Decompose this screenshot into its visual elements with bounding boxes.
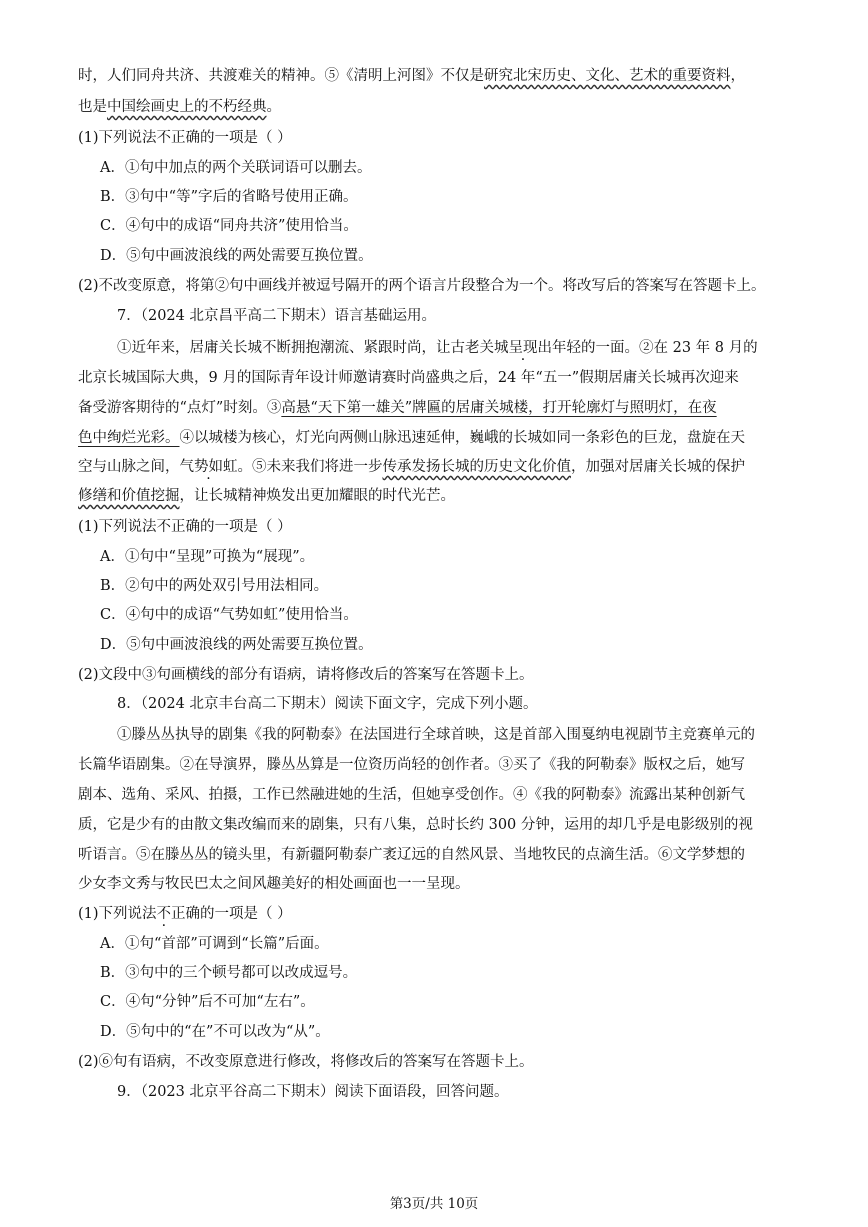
option-d: D．⑤句中画波浪线的两处需要互换位置。 (100, 637, 373, 653)
question-7-2: (2)文段中③句画横线的部分有语病，请将修改后的答案写在答题卡上。 (78, 667, 534, 683)
option-a: A．①句中加点的两个关联词语可以删去。 (100, 160, 372, 176)
text-line (117, 338, 758, 358)
text-span: ， (730, 68, 745, 84)
option-a: A．①句“首部”可调到“长篇”后面。 (100, 936, 329, 952)
text-span: 也是 (78, 99, 107, 115)
question-8-2: (2)⑥句有语病，不改变原意进行修改，将修改后的答案写在答题卡上。 (78, 1054, 534, 1070)
text-line: 北京长城国际大典，9 月的国际青年设计师邀请赛时尚盛典之后，24 年“五一”假期居庸关长城再次迎来 (78, 370, 739, 386)
text-span: 时，人们同舟共济、共渡难关的精神。⑤《清明上河图》不仅是 (78, 68, 484, 84)
wavy-underline-text: 修缮和价值挖掘 (78, 488, 180, 504)
option-d: D．⑤句中的“在”不可以改为“从”。 (100, 1024, 330, 1040)
text-line (78, 457, 745, 477)
text-span: 空与山脉之间， (78, 459, 180, 475)
option-b: B．②句中的两处双引号用法相同。 (100, 578, 329, 594)
text-line (78, 97, 281, 117)
text-span: 。 (266, 99, 281, 115)
question-6-1: (1)下列说法不正确的一项是（ ） (78, 130, 292, 146)
text-span: (1)下列说法 (78, 906, 157, 922)
text-line (78, 398, 717, 418)
text-line: 听语言。⑤在滕丛丛的镜头里，有新疆阿勒泰广袤辽远的自然风景、当地牧民的点滴生活。⑥文学梦想的 (78, 847, 745, 863)
text-line: 剧本、选角、采风、拍摄，工作已然融进她的生活，但她享受创作。④《我的阿勒泰》流露出某种创新气 (78, 787, 745, 803)
text-line (78, 66, 745, 86)
text-span: ，让长城精神焕发出更加耀眼的时代光芒。 (179, 488, 455, 504)
question-8-1 (78, 904, 292, 924)
text-span: ①近年来，居庸关长城不断拥抱潮流、紧跟时尚，让古老关城 (117, 340, 509, 356)
dotted-emphasis-text: 不 (156, 906, 172, 922)
text-span: 。⑤未来我们将进一步 (237, 459, 383, 475)
wavy-underline-text: 中国绘画史上的不朽经典 (107, 99, 267, 115)
text-span: 备受游客期待的“点灯”时刻。③ (78, 400, 282, 416)
dotted-emphasis-text: 呈现 (508, 340, 538, 356)
text-line: 长篇华语剧集。②在导演界，滕丛丛算是一位资历尚轻的创作者。③买了《我的阿勒泰》版权之后，她写 (78, 757, 745, 773)
option-c: C．④句中的成语“气势如虹”使用恰当。 (100, 607, 358, 623)
text-line: ①滕丛丛执导的剧集《我的阿勒泰》在法国进行全球首映，这是首部入围戛纳电视剧节主竞赛单元的 (117, 727, 755, 743)
question-6-2: (2)不改变原意，将第②句中画线并被逗号隔开的两个语言片段整合为一个。将改写后的答案写在答题卡上。 (78, 278, 766, 294)
dotted-emphasis-text: 气势如虹 (179, 459, 238, 475)
question-7-heading: 7．（2024 北京昌平高二下期末）语言基础运用。 (117, 308, 436, 324)
text-line (78, 486, 455, 506)
option-b: B．③句中“等”字后的省略号使用正确。 (100, 189, 358, 205)
solid-underline-text: 高悬“天下第一雄关”牌匾的居庸关城楼，打开轮廓灯与照明灯，在夜 (281, 400, 717, 416)
text-line: 质，它是少有的由散文集改编而来的剧集，只有八集，总时长约 300 分钟，运用的却几乎是电影级别的视 (78, 817, 753, 833)
question-7-1: (1)下列说法不正确的一项是（ ） (78, 519, 292, 535)
wavy-underline-text: 研究北宋历史、文化、艺术的重要资料 (484, 68, 731, 84)
text-line (78, 428, 745, 448)
text-span: 出年轻的一面。②在 23 年 8 月的 (537, 340, 758, 356)
text-line: 少女李文秀与牧民巴太之间风趣美好的相处画面也一一呈现。 (78, 876, 470, 892)
option-d: D．⑤句中画波浪线的两处需要互换位置。 (100, 248, 373, 264)
option-b: B．③句中的三个顿号都可以改成逗号。 (100, 965, 358, 981)
question-8-heading: 8．（2024 北京丰台高二下期末）阅读下面文字，完成下列小题。 (117, 696, 538, 712)
option-a: A．①句中“呈现”可换为“展现”。 (100, 549, 315, 565)
text-span: 正确的一项是（ ） (171, 906, 292, 922)
text-span: ④以城楼为核心，灯光向两侧山脉迅速延伸，巍峨的长城如同一条彩色的巨龙，盘旋在天 (179, 430, 745, 446)
option-c: C．④句“分钟”后不可加“左右”。 (100, 994, 315, 1010)
solid-underline-text: 色中绚烂光彩。 (78, 430, 180, 446)
wavy-underline-text: 传承发扬长城的历史文化价值 (382, 459, 571, 475)
option-c: C．④句中的成语“同舟共济”使用恰当。 (100, 218, 358, 234)
question-9-heading: 9．（2023 北京平谷高二下期末）阅读下面语段，回答问题。 (117, 1084, 509, 1100)
page-footer: 第3页/共 10页 (389, 1196, 479, 1212)
text-span: ，加强对居庸关长城的保护 (571, 459, 745, 475)
